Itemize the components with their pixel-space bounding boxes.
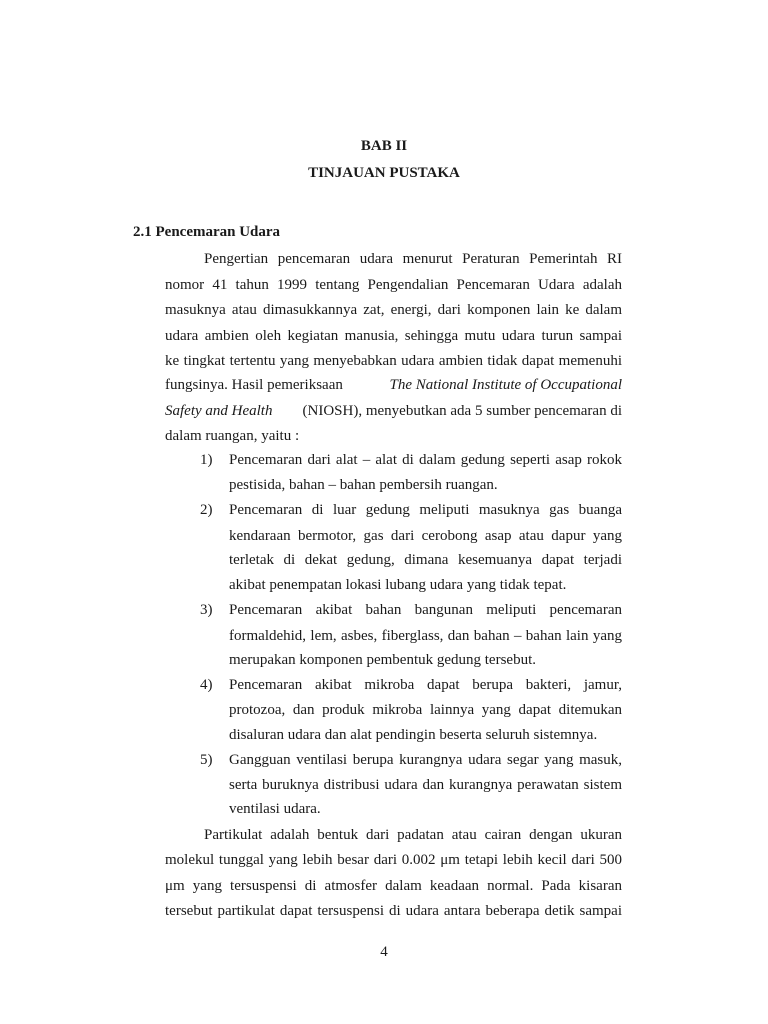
list-item-number: 5) [200,752,213,768]
paragraph1-line-6-text: fungsinya. Hasil pemeriksaan [165,377,343,393]
paragraph1-line-2: nomor 41 tahun 1999 tentang Pengendalian Pencemaran Udara adalah [165,277,622,293]
list-item-number: 3) [200,602,213,618]
paragraph2-line-3: μm yang tersuspensi di atmosfer dalam keadaan normal. Pada kisaran [165,878,622,894]
paragraph1-line-4: udara ambien oleh kegiatan manusia, sehingga mutu udara turun sampai [165,328,622,344]
list-item-line: formaldehid, lem, asbes, fiberglass, dan bahan – bahan lain yang [229,628,622,644]
paragraph1-line-5: ke tingkat tertentu yang menyebabkan udara ambien tidak dapat memenuhi [165,353,622,369]
list-item-line: kendaraan bermotor, gas dari cerobong asap atau dapur yang [229,528,622,544]
paragraph1-line-6 [165,376,622,394]
list-item-line: Pencemaran dari alat – alat di dalam gedung seperti asap rokok [229,452,622,468]
list-item-line: merupakan komponen pembentuk gedung tersebut. [229,652,537,668]
paragraph1-line-8: dalam ruangan, yaitu : [165,428,300,444]
niosh-name-part1: The National Institute of Occupational [389,377,622,393]
list-item-line: terletak di dekat gedung, dimana kesemuanya dapat terjadi [229,552,622,568]
list-item-number: 2) [200,502,213,518]
list-item-line: serta buruknya distribusi udara dan kurangnya perawatan sistem [229,777,622,793]
paragraph2-line-1: Partikulat adalah bentuk dari padatan atau cairan dengan ukuran [204,827,622,843]
list-item-line: Pencemaran akibat bahan bangunan meliputi pencemaran [229,602,622,618]
section-heading: 2.1 Pencemaran Udara [133,224,281,240]
list-item-line: Gangguan ventilasi berupa kurangnya udara segar yang masuk, [229,752,622,768]
list-item-line: disaluran udara dan alat pendingin beserta seluruh sistemnya. [229,727,598,743]
paragraph1-line-7 [165,402,622,420]
paragraph1-line-1: Pengertian pencemaran udara menurut Peraturan Pemerintah RI [204,251,622,267]
niosh-name-part2: Safety and Health [165,403,273,419]
list-item-line: pestisida, bahan – bahan pembersih ruangan. [229,477,498,493]
list-item-line: Pencemaran di luar gedung meliputi masuknya gas buanga [229,502,622,518]
list-item-number: 1) [200,452,213,468]
chapter-number: BAB II [360,138,408,154]
list-item-number: 4) [200,677,213,693]
list-item-line: akibat penempatan lokasi lubang udara yang tidak tepat. [229,577,567,593]
list-item-line: protozoa, dan produk mikroba lainnya yang dapat ditemukan [229,702,622,718]
chapter-title: TINJAUAN PUSTAKA [308,165,460,181]
list-item-line: ventilasi udara. [229,801,321,817]
paragraph1-line-3: masuknya atau dimasukkannya zat, energi, dari komponen lain ke dalam [165,302,622,318]
paragraph1-line-7-text: (NIOSH), menyebutkan ada 5 sumber pencemaran di [302,403,622,419]
paragraph2-line-4: tersebut partikulat dapat tersuspensi di udara antara beberapa detik sampai [165,903,622,919]
list-item-line: Pencemaran akibat mikroba dapat berupa bakteri, jamur, [229,677,622,693]
page-number: 4 [380,944,388,960]
paragraph2-line-2: molekul tunggal yang lebih besar dari 0.002 μm tetapi lebih kecil dari 500 [165,852,622,868]
